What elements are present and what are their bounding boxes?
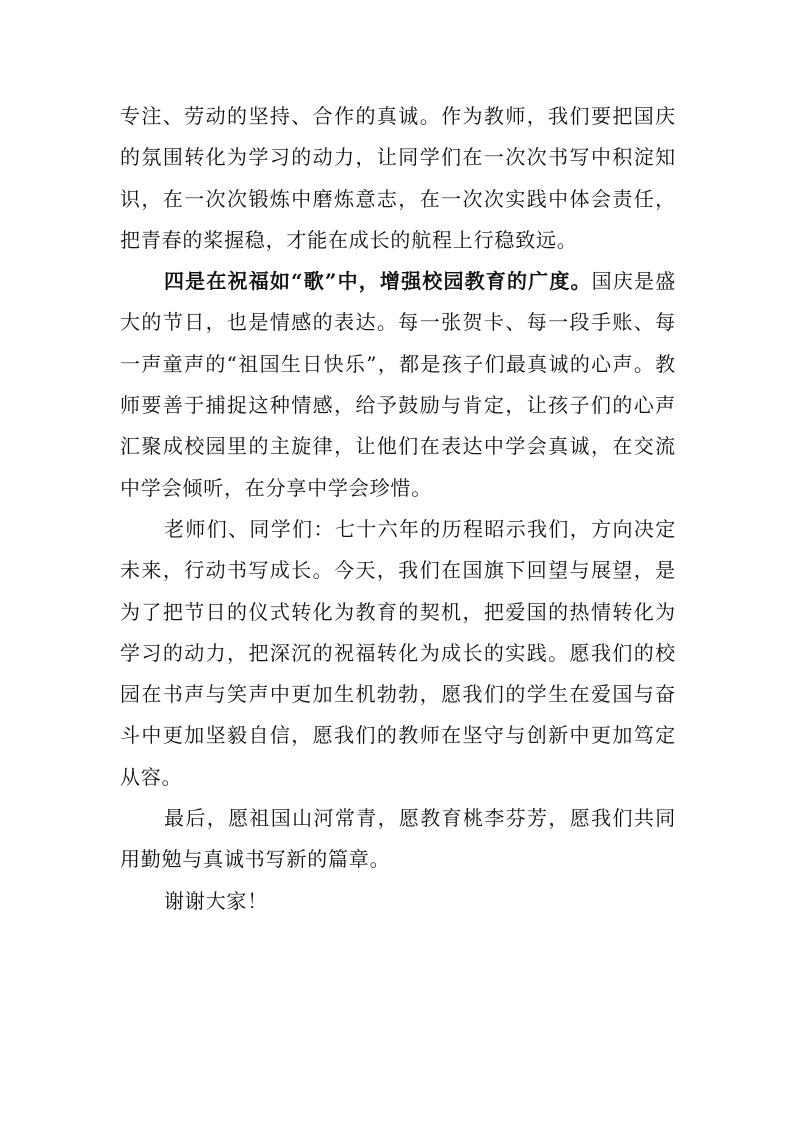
paragraph-address <box>120 509 676 798</box>
paragraph-text: 老师们、同学们：七十六年的历程昭示我们，方向决定未来，行动书写成长。今天，我们在国旗下回望与展望，是为了把节日的仪式转化为教育的契机，把爱国的热情转化为学习的动力，把深沉的祝福转化为成长的实践。愿我们的校园在书声与笑声中更加生机勃勃，愿我们的学生在爱国与奋斗中更加坚毅自信，愿我们的教师在坚守与创新中更加笃定从容。 <box>120 516 676 789</box>
paragraph-text: 专注、劳动的坚持、合作的真诚。作为教师，我们要把国庆的氛围转化为学习的动力，让同学们在一次次书写中积淀知识，在一次次锻炼中磨炼意志，在一次次实践中体会责任，把青春的桨握稳，才能在成长的航程上行稳致远。 <box>120 104 676 252</box>
paragraph-continuation <box>120 96 676 261</box>
paragraph-closing-wishes <box>120 798 676 881</box>
paragraph-point-four <box>120 261 676 509</box>
document-body <box>120 96 676 922</box>
paragraph-text: 国庆是盛大的节日，也是情感的表达。每一张贺卡、每一段手账、每一声童声的“祖国生日快乐”，都是孩子们最真诚的心声。教师要善于捕捉这种情感，给予鼓励与肯定，让孩子们的心声汇聚成校园里的主旋律，让他们在表达中学会真诚，在交流中学会倾听，在分享中学会珍惜。 <box>120 269 676 500</box>
paragraph-text: 谢谢大家！ <box>164 888 268 913</box>
paragraph-heading: 四是在祝福如“歌”中，增强校园教育的广度。 <box>164 269 592 294</box>
paragraph-text: 最后，愿祖国山河常青，愿教育桃李芬芳，愿我们共同用勤勉与真诚书写新的篇章。 <box>120 806 676 872</box>
paragraph-thanks <box>120 881 676 922</box>
